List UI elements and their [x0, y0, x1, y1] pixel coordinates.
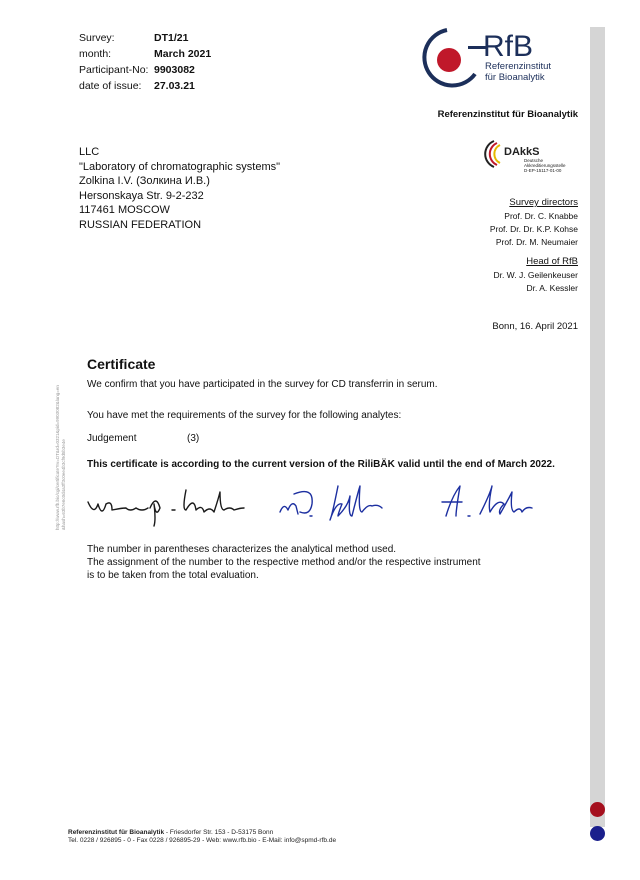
dakks-logo [484, 135, 580, 177]
meta-value: March 2021 [154, 48, 212, 60]
head-name: Dr. W. J. Geilenkeuser [493, 270, 578, 280]
address-line: LLC [79, 146, 100, 158]
address-line: Zolkina I.V. (Золкина И.В.) [79, 175, 210, 187]
signature-kessler [432, 480, 542, 528]
note-line: The assignment of the number to the respective method and/or the respective instrument [87, 557, 481, 568]
dakks-line2: Akkreditierungsstelle [524, 163, 566, 168]
logo-line1: Referenzinstitut [485, 61, 552, 72]
note-line: The number in parentheses characterizes the analytical method used. [87, 544, 397, 555]
date-place: Bonn, 16. April 2021 [492, 321, 578, 332]
meta-value: 27.03.21 [154, 80, 195, 92]
address-line: "Laboratory of chromatographic systems" [79, 160, 281, 173]
director-name: Prof. Dr. M. Neumaier [495, 237, 578, 247]
footer [68, 829, 336, 845]
dakks-code: D-EP-15117-01-00 [524, 168, 562, 173]
meta-label: Participant-No: [79, 64, 149, 76]
requirements-text: You have met the requirements of the survey for the following analytes: [87, 410, 402, 421]
vertical-verification-text [55, 370, 67, 530]
meta-label: Survey: [79, 32, 115, 44]
meta-value: DT1/21 [154, 32, 189, 44]
participation-text: We confirm that you have participated in the survey for CD transferrin in serum. [87, 379, 438, 390]
analyte-name: Judgement [87, 433, 137, 444]
recipient-address [79, 145, 280, 232]
meta-row [79, 62, 211, 78]
rfb-logo [413, 24, 573, 90]
red-dot-icon [590, 802, 605, 817]
validity-statement: This certificate is according to the current version of the RiliBÄK valid until the end of March 2022. [87, 459, 555, 470]
meta-label: month: [79, 48, 112, 60]
analyte-method: (3) [187, 433, 200, 444]
institute-name: Referenzinstitut für Bioanalytik [437, 109, 578, 120]
footer-line [68, 829, 336, 837]
head-name: Dr. A. Kessler [526, 283, 578, 293]
survey-directors-heading: Survey directors [509, 197, 578, 208]
right-margin-bar [590, 27, 605, 827]
logo-line2: für Bioanalytik [485, 72, 545, 83]
note-line: is to be taken from the total evaluation. [87, 570, 259, 581]
logo-abbr: RfB [483, 30, 534, 63]
footer-address: - Friesdorfer Str. 153 - D-53175 Bonn [164, 829, 274, 836]
head-of-rfb-heading: Head of RfB [526, 256, 578, 267]
meta-row [79, 78, 211, 94]
blue-dot-icon [590, 826, 605, 841]
footer-contact: Tel. 0228 / 926895 - 0 - Fax 0228 / 926895-29 - Web: www.rfb.bio - E-Mail: info@spmd-rfb.de [68, 837, 337, 844]
meta-value: 9903082 [154, 64, 195, 76]
address-line: 117461 MOSCOW [79, 204, 170, 216]
method-note [87, 543, 481, 582]
signature-geilenkeuser [272, 480, 422, 528]
address-line: Hersonskaya Str. 9-2-232 [79, 189, 204, 202]
meta-label: date of issue: [79, 80, 142, 92]
director-name: Prof. Dr. Dr. K.P. Kohse [489, 224, 578, 234]
dakks-line1: Deutsche [524, 158, 544, 163]
director-name: Prof. Dr. C. Knabbe [504, 211, 578, 221]
meta-row [79, 46, 211, 62]
dakks-name: DAkkS [504, 146, 540, 158]
analyte-row [87, 433, 199, 444]
certificate-title: Certificate [87, 356, 156, 372]
people-block [490, 196, 578, 295]
address-line: RUSSIAN FEDERATION [79, 218, 202, 231]
footer-org: Referenzinstitut für Bioanalytik [68, 829, 165, 836]
survey-meta [79, 30, 211, 94]
meta-row [79, 30, 211, 46]
vertical-line: http://www.rfb.bio/cgi/certificate?rv=DT&rd=0321&pid=9903082&lang=en [55, 385, 60, 530]
signature-kohse [86, 480, 266, 528]
vertical-line: &hash=63b7e6c0d4a3ff3c0ee4b3cf9d5b3e4e [61, 439, 66, 530]
